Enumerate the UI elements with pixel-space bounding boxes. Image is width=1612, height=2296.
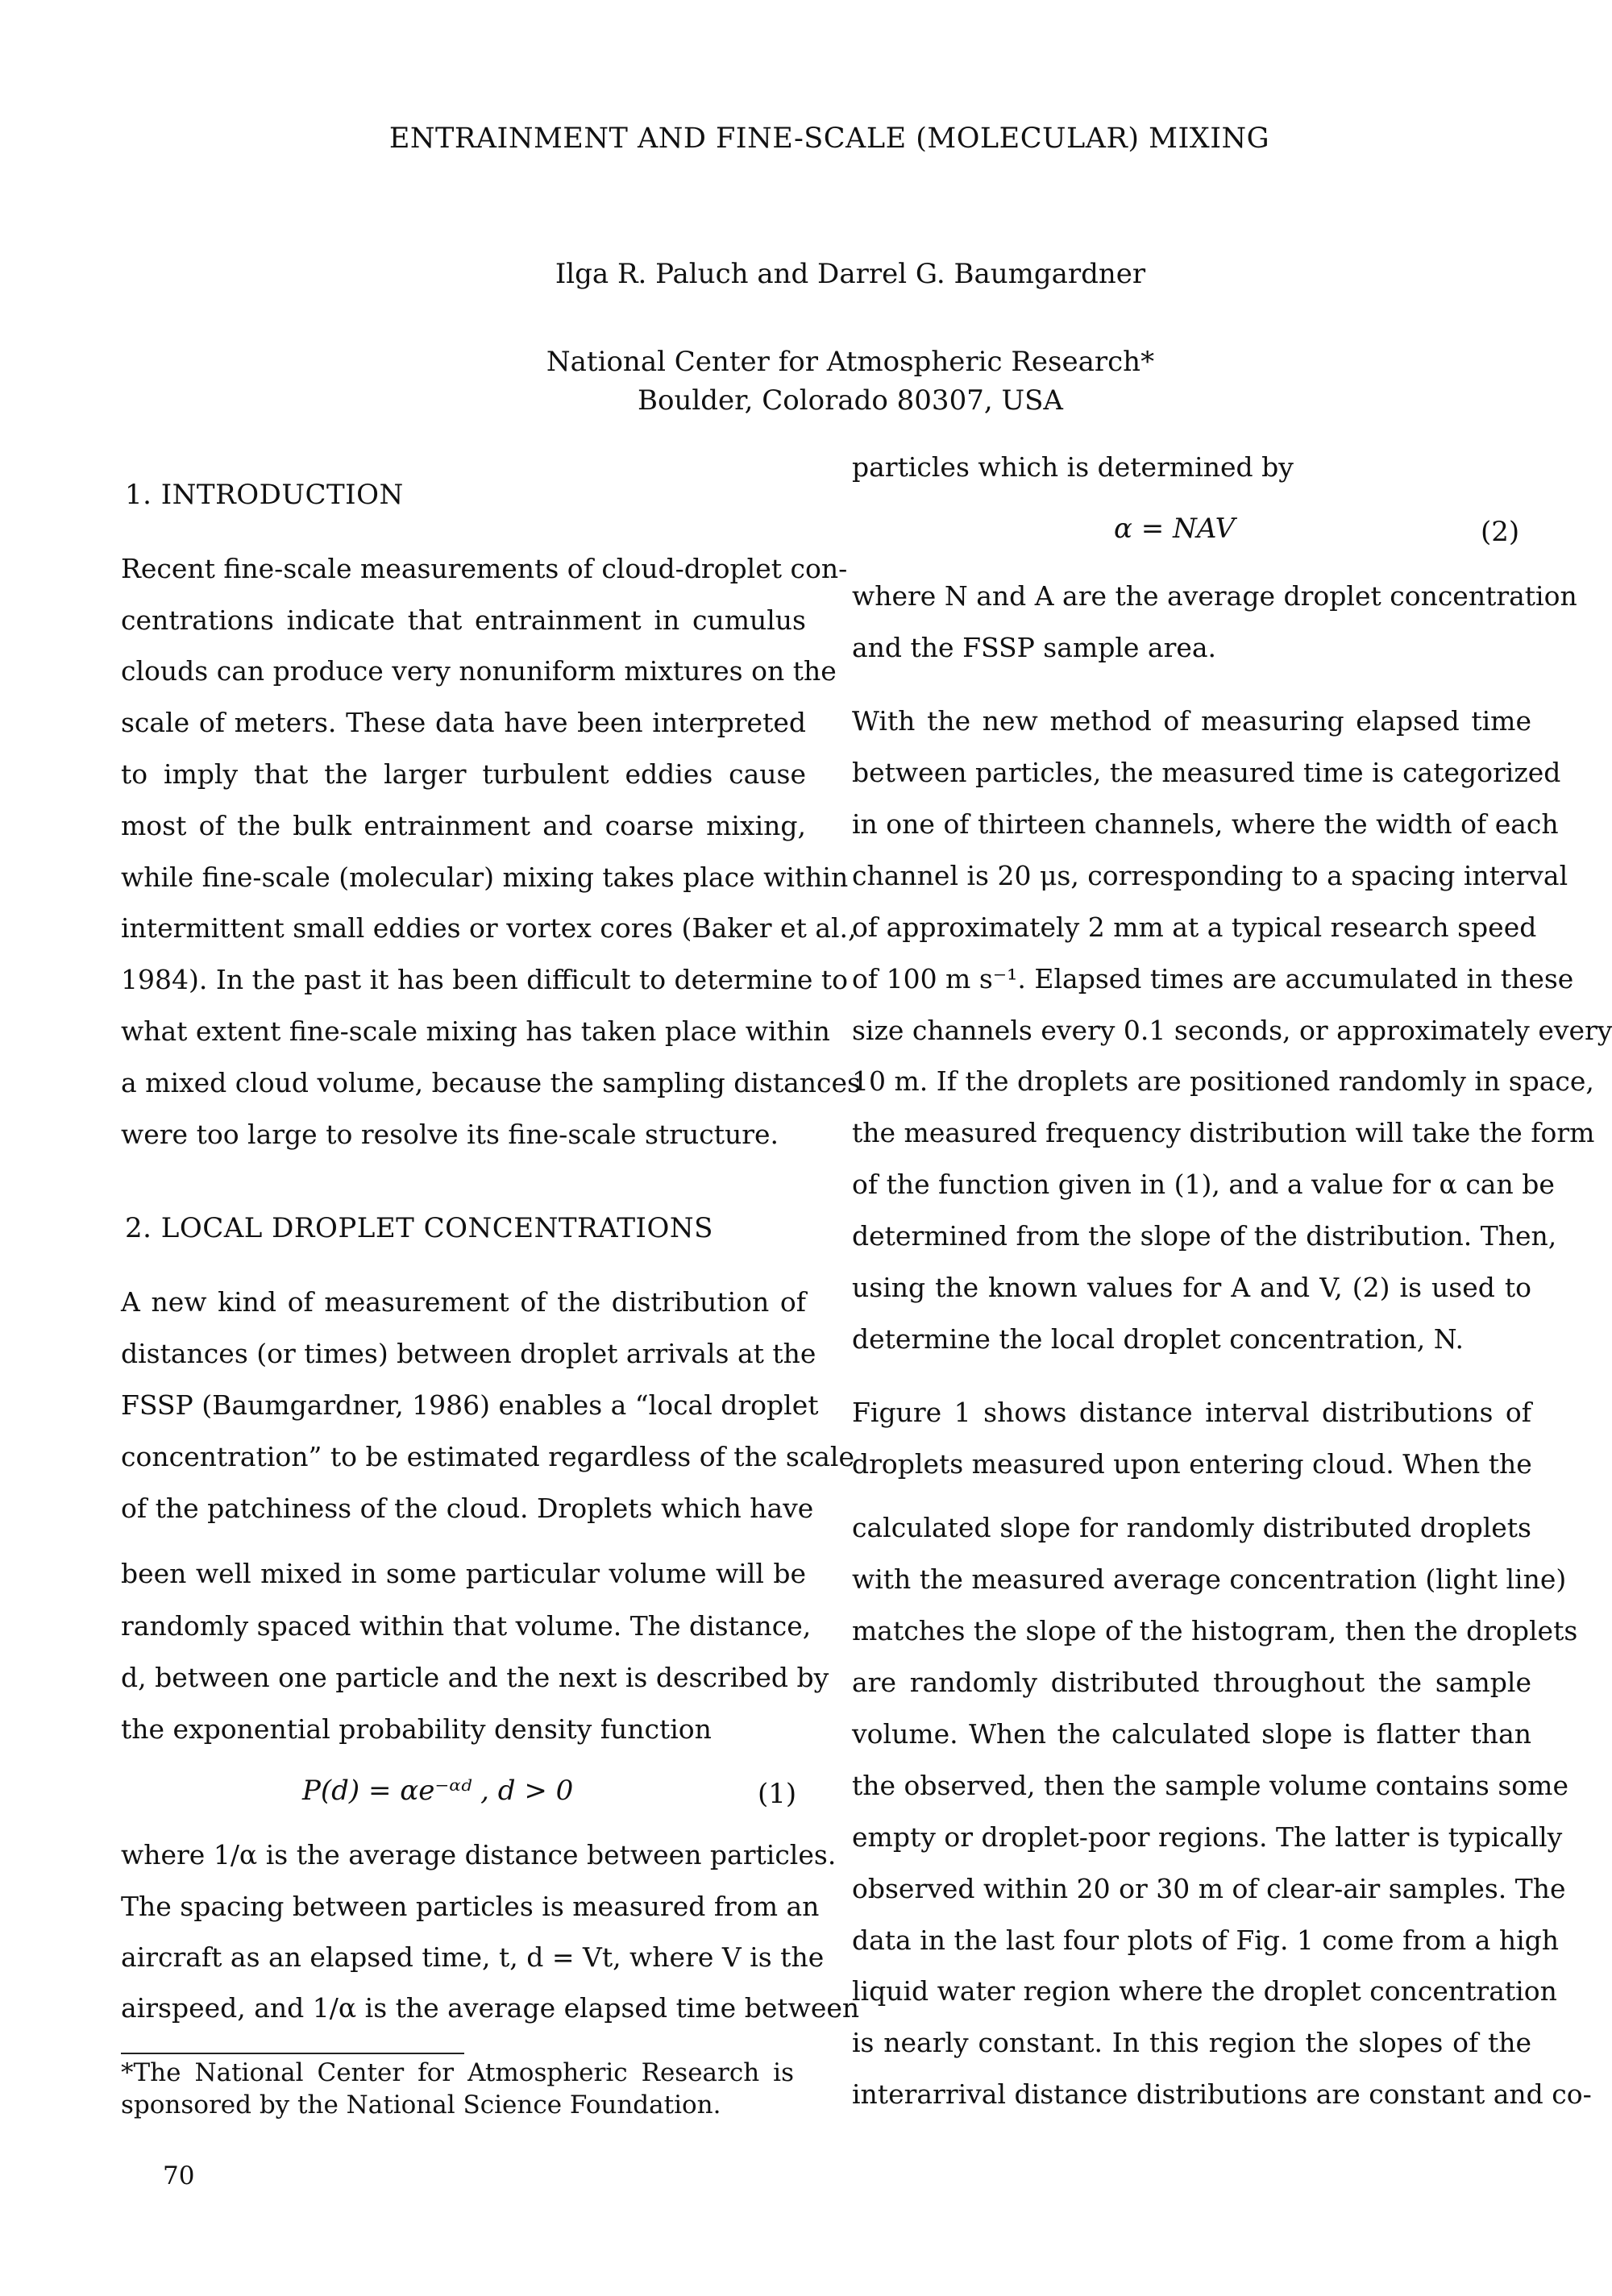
text-line: a mixed cloud volume, because the sampling distances: [121, 1067, 861, 1098]
text-line: d, between one particle and the next is described by: [121, 1662, 829, 1693]
text-line: scale of meters. These data have been interpreted: [121, 707, 806, 738]
text-line: were too large to resolve its fine-scale structure.: [121, 1119, 779, 1150]
text-line: the measured frequency distribution will take the form: [852, 1117, 1595, 1148]
text-line: is nearly constant. In this region the slopes of the: [852, 2027, 1531, 2058]
equation-2-number: (2): [1481, 516, 1520, 548]
text-line: interarrival distance distributions are constant and co-: [852, 2078, 1592, 2110]
section-2-heading: 2. LOCAL DROPLET CONCENTRATIONS: [125, 1212, 713, 1244]
text-line: particles which is determined by: [852, 451, 1294, 483]
text-line: in one of thirteen channels, where the width of each: [852, 808, 1559, 840]
text-line: what extent fine-scale mixing has taken place within: [121, 1015, 830, 1047]
text-line: calculated slope for randomly distributed droplets: [852, 1512, 1531, 1543]
text-line: of the function given in (1), and a value for α can be: [852, 1169, 1555, 1200]
text-line: Recent fine-scale measurements of cloud-droplet con-: [121, 553, 848, 584]
text-line: of 100 m s⁻¹. Elapsed times are accumulated in these: [852, 963, 1574, 994]
text-line: to imply that the larger turbulent eddies cause: [121, 758, 806, 790]
text-line: Figure 1 shows distance interval distributions of: [852, 1397, 1531, 1428]
affiliation: [0, 343, 1612, 420]
text-line: of the patchiness of the cloud. Droplets which have: [121, 1493, 814, 1524]
text-line: centrations indicate that entrainment in cumulus: [121, 604, 806, 636]
text-line: randomly spaced within that volume. The distance,: [121, 1610, 812, 1642]
text-line: matches the slope of the histogram, then the droplets: [852, 1615, 1578, 1646]
authors: Ilga R. Paluch and Darrel G. Baumgardner: [555, 258, 1146, 290]
text-line: 10 m. If the droplets are positioned randomly in space,: [852, 1065, 1594, 1097]
text-line: A new kind of measurement of the distribution of: [121, 1286, 806, 1318]
text-line: aircraft as an elapsed time, t, d = Vt, where V is the: [121, 1941, 825, 1973]
text-line: FSSP (Baumgardner, 1986) enables a “local droplet: [121, 1389, 819, 1421]
text-line: where N and A are the average droplet concentration: [852, 580, 1577, 612]
text-line: empty or droplet-poor regions. The latter is typically: [852, 1821, 1563, 1853]
affiliation-line-1: National Center for Atmospheric Research*: [546, 346, 1155, 378]
section-1-heading: 1. INTRODUCTION: [125, 479, 404, 511]
text-line: distances (or times) between droplet arrivals at the: [121, 1338, 816, 1369]
text-line: liquid water region where the droplet concentration: [852, 1975, 1557, 2007]
text-line: determined from the slope of the distribution. Then,: [852, 1220, 1557, 1252]
text-line: data in the last four plots of Fig. 1 come from a high: [852, 1924, 1560, 1956]
text-line: observed within 20 or 30 m of clear-air samples. The: [852, 1873, 1566, 1904]
text-line: size channels every 0.1 seconds, or approximately every: [852, 1015, 1612, 1046]
footnote: *The National Center for Atmospheric Research is sponsored by the National Science Foundation.: [121, 2058, 794, 2120]
text-line: 1984). In the past it has been difficult to determine to: [121, 964, 849, 995]
equation-1-number: (1): [758, 1778, 797, 1810]
text-line: been well mixed in some particular volume will be: [121, 1558, 806, 1589]
page-number: 70: [163, 2161, 195, 2190]
affiliation-line-2: Boulder, Colorado 80307, USA: [638, 384, 1063, 417]
text-line: With the new method of measuring elapsed time: [852, 705, 1531, 737]
text-line: while fine-scale (molecular) mixing takes place within: [121, 862, 849, 893]
text-line: volume. When the calculated slope is flatter than: [852, 1718, 1531, 1750]
text-line: concentration” to be estimated regardless of the scale: [121, 1441, 855, 1472]
text-line: are randomly distributed throughout the sample: [852, 1667, 1531, 1698]
footnote-divider: [121, 2053, 464, 2054]
equation-1-expression: P(d) = αe⁻ᵅᵈ , d > 0: [302, 1775, 574, 1807]
text-line: and the FSSP sample area.: [852, 632, 1217, 663]
text-line: the observed, then the sample volume contains some: [852, 1770, 1568, 1801]
text-line: determine the local droplet concentration, N.: [852, 1323, 1464, 1355]
paper-title: ENTRAINMENT AND FINE-SCALE (MOLECULAR) MIXING: [388, 122, 1270, 155]
text-line: the exponential probability density function: [121, 1713, 712, 1745]
text-line: airspeed, and 1/α is the average elapsed time between: [121, 1992, 860, 2024]
text-line: where 1/α is the average distance between particles.: [121, 1839, 837, 1870]
text-line: using the known values for A and V, (2) is used to: [852, 1272, 1531, 1303]
text-line: intermittent small eddies or vortex cores (Baker et al.,: [121, 912, 857, 944]
text-line: clouds can produce very nonuniform mixtures on the: [121, 655, 837, 687]
text-line: channel is 20 μs, corresponding to a spacing interval: [852, 860, 1568, 891]
equation-2-expression: α = NAV: [1114, 513, 1236, 545]
text-line: with the measured average concentration (light line): [852, 1563, 1567, 1595]
text-line: The spacing between particles is measured from an: [121, 1891, 820, 1922]
text-line: between particles, the measured time is categorized: [852, 757, 1561, 788]
text-line: droplets measured upon entering cloud. When the: [852, 1448, 1532, 1480]
text-line: most of the bulk entrainment and coarse mixing,: [121, 810, 806, 841]
text-line: of approximately 2 mm at a typical research speed: [852, 911, 1537, 943]
